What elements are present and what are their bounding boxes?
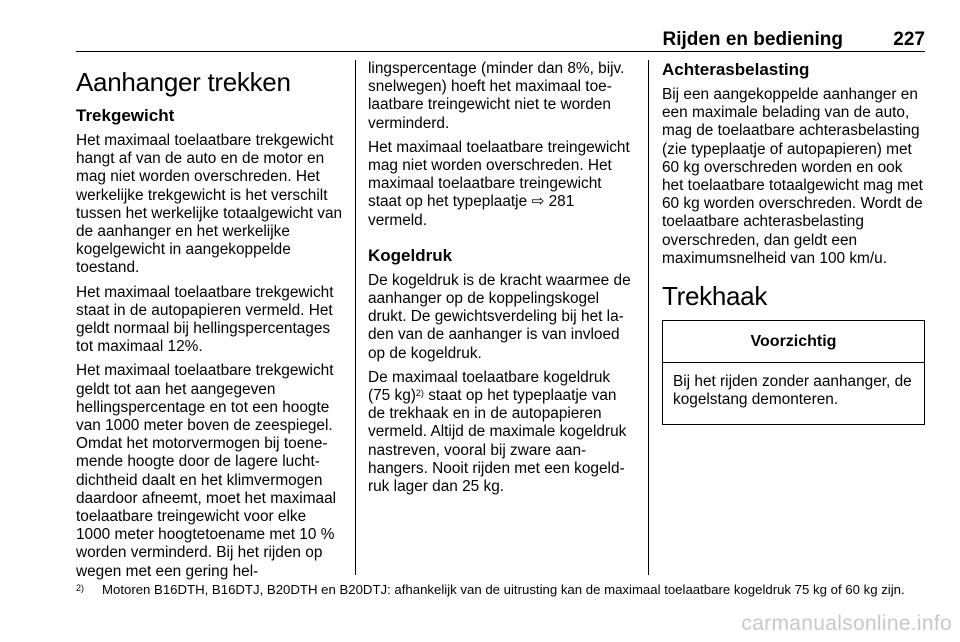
paragraph: Het maximaal toelaatbare trekgewicht geldt tot aan het aangegeven hellingspercentage en tot een hoogte van 1000 meter boven de zeespiegel. Omdat het motorvermogen bij toenemende hoogte door de lagere luchtdichtheid daalt en het klimvermogen daardoor afneemt, moet het maximaal toelaatbare treingewicht voor elke 1000 meter hoogtetoename met 10 % worden verminderd. Bij het rijden op wegen met een gering hel- — [76, 362, 337, 580]
subtitle-achterasbelasting: Achterasbelasting — [662, 60, 810, 79]
paragraph: Het maximaal toelaatbare trekgewicht staat in de autopapieren vermeld. Het geldt normaal bij hellingspercentages tot maximaal 12%. — [76, 283, 334, 356]
footnote — [76, 582, 925, 598]
page-ref-link[interactable]: 281 vermeld. — [368, 193, 575, 229]
chapter-title: Aanhanger trekken — [76, 67, 291, 97]
paragraph: lingspercentage (minder dan 8%, bijv. snelwegen) hoeft het maximaal toelaatbare treingewicht niet te worden verminderd. — [368, 60, 625, 132]
paragraph: De kogeldruk is de kracht waarmee de aanhanger op de koppelingskogel drukt. De gewichtsverdeling bij het laden van de aanhanger is van invloed op de kogeldruk. — [368, 271, 631, 362]
section-title-trekhaak: Trekhaak — [662, 281, 768, 312]
footnote-ref: 2) — [415, 388, 424, 399]
subtitle-trekgewicht: Trekgewicht — [76, 106, 175, 125]
caution-box — [662, 320, 925, 425]
footnote-text: Motoren B16DTH, B16DTJ, B20DTH en B20DTJ: afhankelijk van de uitrusting kan de maximaal toelaatbare kogeldruk 75 kg of 60 kg zijn. — [102, 582, 905, 597]
caution-text: Bij het rijden zonder aanhanger, de kogelstang demonteren. — [673, 373, 912, 409]
paragraph: Bij een aangekoppelde aanhanger en een maximale belading van de auto, mag de toelaatbare achterasbelasting (zie typeplaatje of autopapieren) met 60 kg overschreden worden en ook het toelaatbare totaalgewicht mag met 60 kg worden overschreden. Wordt de toelaatbare achterasbelasting overschreden, dan geldt een maximumsnelheid van 100 km/u. — [662, 86, 923, 267]
column-divider — [355, 60, 356, 575]
paragraph: De maximaal toelaatbare kogeldruk (75 kg)$^{2)}$ staat op het typeplaatje van de trekhaak en in de autopapieren vermeld. Altijd de maximale kogeldruk nastreven, vooral bij zware aanhangers. Nooit rijden met een kogeldruk lager dan 25 kg. — [368, 368, 627, 496]
watermark: carmanualsonline.info — [741, 612, 952, 635]
paragraph: Het maximaal toelaatbare trekgewicht hangt af van de auto en de motor en mag niet worden overschreden. Het werkelijke trekgewicht is het verschilt tussen het werkelijke totaalgewicht van de aanhanger en het werkelijke kogelgewicht in aangekoppelde toestand. — [76, 132, 343, 277]
page-header — [76, 25, 925, 52]
column-left — [76, 60, 344, 587]
column-middle — [368, 60, 636, 502]
page-ref-icon: ⇨ — [531, 193, 545, 211]
page-number: 227 — [893, 29, 925, 50]
column-divider — [648, 60, 649, 575]
caution-title: Voorzichtig — [663, 321, 924, 363]
footnote-mark: 2) — [76, 583, 85, 593]
section-title: Rijden en bediening — [662, 29, 843, 50]
column-right — [662, 60, 925, 425]
paragraph: Het maximaal toelaatbare treingewicht mag niet worden overschreden. Het maximaal toelaatbare treingewicht staat op het typeplaatje ⇨ 281 vermeld. — [368, 138, 630, 229]
subtitle-kogeldruk: Kogeldruk — [368, 245, 453, 265]
